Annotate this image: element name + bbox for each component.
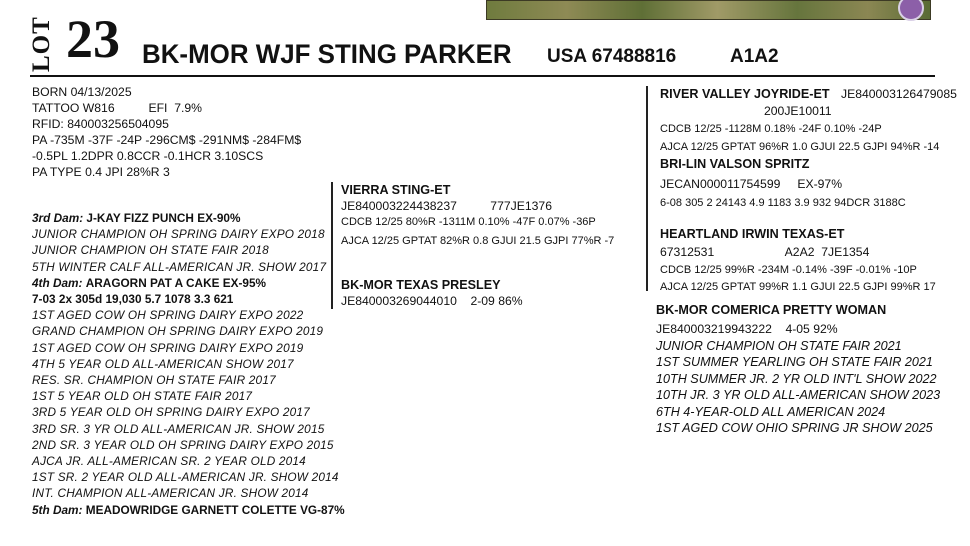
dam-dam-award: 1ST AGED COW OHIO SPRING JR SHOW 2025 — [656, 421, 933, 436]
dam-dam-award: 1ST SUMMER YEARLING OH STATE FAIR 2021 — [656, 355, 933, 370]
fourth-dam-award: 1ST AGED COW OH SPRING DAIRY EXPO 2022 — [32, 308, 304, 323]
registration-number: USA 67488816 — [547, 46, 677, 67]
info-line: -0.5PL 1.2DPR 0.8CCR -0.1HCR 3.10SCS — [32, 149, 264, 163]
sire-cdcb: CDCB 12/25 80%R -1311M 0.10% -47F 0.07% -36P — [341, 216, 596, 228]
fourth-dam-label: 4th Dam: — [32, 275, 83, 290]
sire-reg: JE840003224438237 — [341, 199, 457, 213]
info-line: PA TYPE 0.4 JPI 28%R 3 — [32, 165, 170, 179]
fourth-dam-heading — [32, 275, 345, 291]
dam-dam-name: BK-MOR COMERICA PRETTY WOMAN — [656, 303, 887, 317]
dam-sire-ajca: AJCA 12/25 GPTAT 99%R 1.1 GJUI 22.5 GJPI 99%R 17 — [660, 281, 936, 293]
fifth-dam-heading — [32, 502, 345, 518]
dam-dam-award: JUNIOR CHAMPION OH STATE FAIR 2021 — [656, 339, 902, 353]
pedigree-bracket-line — [646, 86, 648, 291]
lot-number: 23 — [66, 9, 120, 69]
fourth-dam-award: 3RD SR. 3 YR OLD ALL-AMERICAN JR. SHOW 2015 — [32, 421, 325, 436]
dam-dam-reg-line: JE840003219943222 4-05 92% — [656, 322, 838, 336]
third-dam-award: JUNIOR CHAMPION OH SPRING DAIRY EXPO 2018 — [32, 227, 325, 242]
fourth-dam-production: 7-03 2x 305d 19,030 5.7 1078 3.3 621 — [32, 292, 234, 307]
pedigree-bracket-line — [331, 182, 333, 309]
fourth-dam-award: RES. SR. CHAMPION OH STATE FAIR 2017 — [32, 373, 276, 388]
third-dam-heading — [32, 210, 345, 226]
third-dam-award: JUNIOR CHAMPION OH STATE FAIR 2018 — [32, 243, 269, 258]
fourth-dam-award: AJCA JR. ALL-AMERICAN SR. 2 YEAR OLD 2014 — [32, 454, 306, 469]
fourth-dam-award: 1ST SR. 2 YEAR OLD ALL-AMERICAN JR. SHOW 2014 — [32, 470, 339, 485]
dam-sire-reg-line: 67312531 A2A2 7JE1354 — [660, 245, 870, 259]
sire-sire-code: 200JE10011 — [764, 104, 832, 118]
dam-block — [341, 277, 523, 309]
fourth-dam-award: INT. CHAMPION ALL-AMERICAN JR. SHOW 2014 — [32, 486, 309, 501]
sale-logo-icon — [898, 0, 924, 21]
dam-reg-line: JE840003269044010 2-09 86% — [341, 294, 523, 308]
dam-sire-name: HEARTLAND IRWIN TEXAS-ET — [660, 227, 845, 241]
fourth-dam-award: 2ND SR. 3 YEAR OLD OH SPRING DAIRY EXPO 2015 — [32, 437, 334, 452]
info-line: BORN 04/13/2025 — [32, 85, 132, 99]
sire-dam-production: 6-08 305 2 24143 4.9 1183 3.9 932 94DCR 3188C — [660, 197, 906, 209]
third-dam-award: 5TH WINTER CALF ALL-AMERICAN JR. SHOW 2017 — [32, 259, 327, 274]
sire-sire-cdcb: CDCB 12/25 -1128M 0.18% -24F 0.10% -24P — [660, 123, 882, 135]
fourth-dam-award: GRAND CHAMPION OH SPRING DAIRY EXPO 2019 — [32, 324, 324, 339]
fifth-dam-label: 5th Dam: — [32, 502, 83, 517]
animal-name: BK-MOR WJF STING PARKER — [142, 39, 512, 69]
fourth-dam-award: 1ST AGED COW OH SPRING DAIRY EXPO 2019 — [32, 340, 304, 355]
sire-name: VIERRA STING-ET — [341, 183, 451, 197]
dam-dam-award: 10TH SUMMER JR. 2 YR OLD INT'L SHOW 2022 — [656, 371, 937, 386]
sire-block — [341, 182, 614, 250]
dam-sire-cdcb: CDCB 12/25 99%R -234M -0.14% -39F -0.01% -10P — [660, 264, 917, 276]
dam-name: BK-MOR TEXAS PRESLEY — [341, 278, 501, 292]
info-line: TATTOO W816 EFI 7.9% — [32, 101, 202, 115]
dam-dam-award: 6TH 4-YEAR-OLD ALL AMERICAN 2024 — [656, 404, 886, 419]
sire-code: 777JE1376 — [490, 199, 552, 213]
fifth-dam-name: MEADOWRIDGE GARNETT COLETTE VG-87% — [85, 502, 345, 517]
animal-info — [32, 84, 301, 180]
info-line: RFID: 840003256504095 — [32, 117, 169, 131]
sire-sire-name: RIVER VALLEY JOYRIDE-ET — [660, 87, 830, 101]
fourth-dam-award: 4TH 5 YEAR OLD ALL-AMERICAN SHOW 2017 — [32, 356, 294, 371]
title-divider — [30, 75, 935, 77]
sire-sire-reg: JE840003126479085 — [840, 87, 957, 101]
fourth-dam-name: ARAGORN PAT A CAKE EX-95% — [85, 275, 267, 290]
fourth-dam-award: 3RD 5 YEAR OLD OH SPRING DAIRY EXPO 2017 — [32, 405, 310, 420]
sire-dam-reg-line: JECAN000011754599 EX-97% — [660, 177, 843, 191]
fourth-dam-award: 1ST 5 YEAR OLD OH STATE FAIR 2017 — [32, 389, 253, 404]
sire-registration-line — [341, 198, 614, 214]
third-dam-name: J-KAY FIZZ PUNCH EX-90% — [86, 211, 241, 225]
dam-sire-block — [660, 226, 936, 295]
sire-sire-ajca: AJCA 12/25 GPTAT 96%R 1.0 GJUI 22.5 GJPI 94%R -14 — [660, 141, 940, 153]
lot-label: LOT — [28, 16, 55, 72]
sire-ajca: AJCA 12/25 GPTAT 82%R 0.8 GJUI 21.5 GJPI 77%R -7 — [341, 235, 615, 247]
header-photo — [486, 0, 931, 20]
info-line: PA -735M -37F -24P -296CM$ -291NM$ -284FM$ — [32, 133, 302, 147]
beta-casein: A1A2 — [730, 46, 779, 67]
sire-dam-block — [660, 156, 906, 211]
sire-sire-block — [660, 86, 957, 155]
dam-dam-block — [656, 302, 940, 436]
sire-dam-name: BRI-LIN VALSON SPRITZ — [660, 157, 810, 171]
maternal-line — [32, 210, 345, 518]
sire-sire-heading — [660, 86, 957, 102]
dam-dam-award: 10TH JR. 3 YR OLD ALL-AMERICAN SHOW 2023 — [656, 388, 941, 403]
third-dam-label: 3rd Dam: — [32, 211, 84, 225]
